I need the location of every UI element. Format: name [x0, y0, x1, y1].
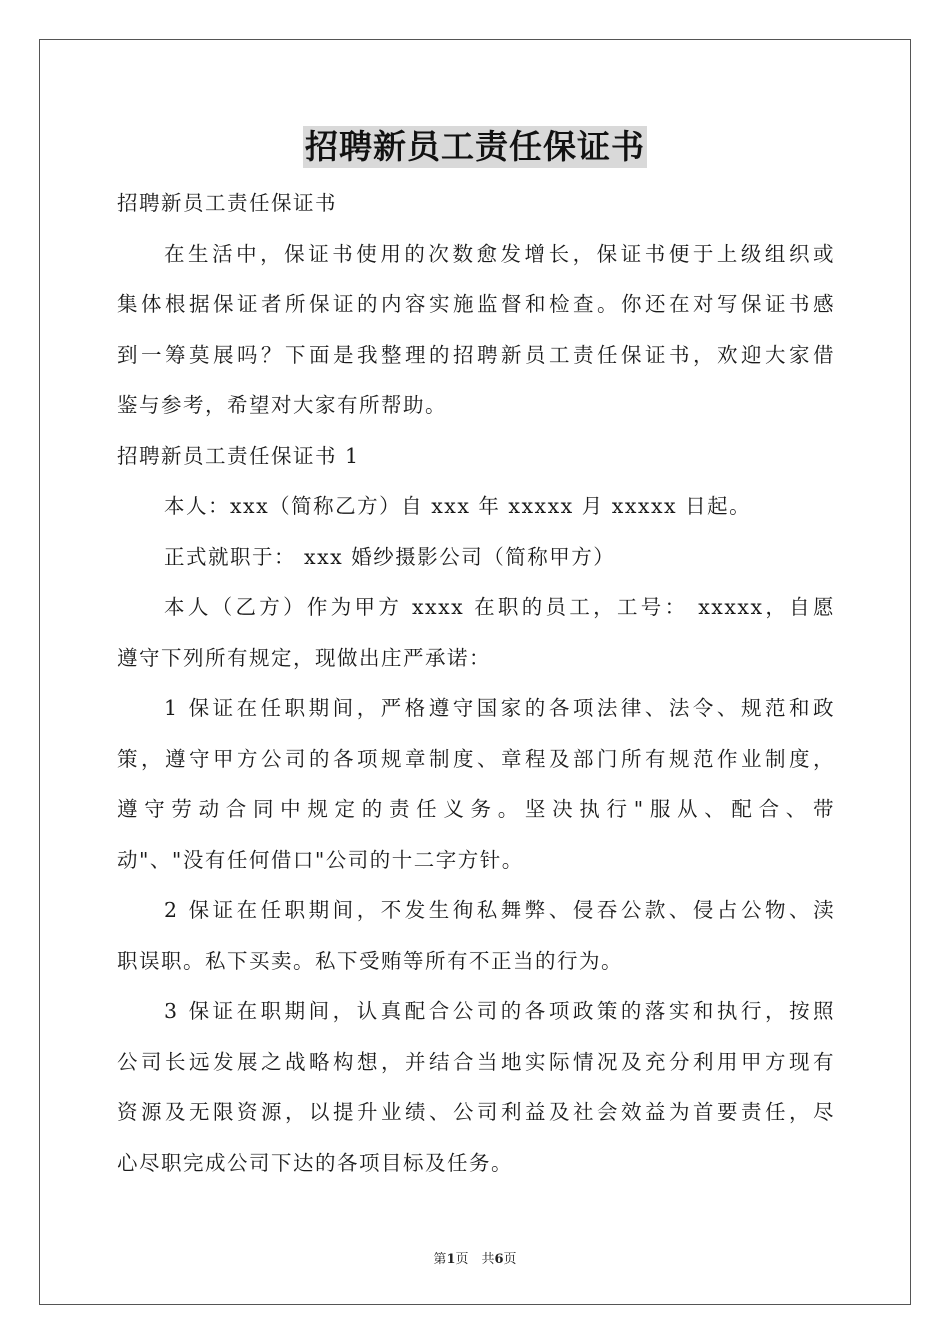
paragraph-line: 动"、"没有任何借口"公司的十二字方针。	[117, 847, 524, 872]
paragraph-line: 在生活中，保证书使用的次数愈发增长，保证书便于上级组织或	[164, 241, 835, 266]
document-body	[117, 178, 835, 1188]
paragraph-line: 3 保证在职期间，认真配合公司的各项政策的落实和执行，按照	[164, 999, 835, 1023]
pledge-item-3	[117, 986, 835, 1188]
paragraph-line: 心尽职完成公司下达的各项目标及任务。	[117, 1150, 513, 1175]
intro-paragraph	[117, 229, 835, 431]
current-page-number: 1	[446, 1252, 456, 1267]
paragraph-line: 资源及无限资源，以提升业绩、公司利益及社会效益为首要责任，尽	[117, 1100, 835, 1124]
page-footer	[0, 1248, 950, 1267]
paragraph-line: 公司长远发展之战略构想，并结合当地实际情况及充分利用甲方现有	[117, 1049, 835, 1074]
paragraph-line: 职误职。私下买卖。私下受贿等所有不正当的行为。	[117, 948, 623, 973]
pledge-intro-paragraph	[117, 582, 835, 683]
page-number-prefix: 第	[433, 1252, 447, 1267]
paragraph-line: 鉴与参考，希望对大家有所帮助。	[117, 393, 447, 417]
pledge-item-1	[117, 683, 835, 885]
page-number-mid: 页 共	[455, 1252, 495, 1267]
paragraph-line: 遵守劳动合同中规定的责任义务。坚决执行"服从、配合、带	[117, 797, 835, 821]
section-heading: 招聘新员工责任保证书 1	[117, 443, 360, 468]
total-page-count: 6	[494, 1252, 504, 1267]
paragraph-line: 集体根据保证者所保证的内容实施监督和检查。你还在对写保证书感	[117, 292, 835, 316]
paragraph-line: 1 保证在任职期间，严格遵守国家的各项法律、法令、规范和政	[164, 696, 835, 720]
paragraph-line: 到一筹莫展吗？下面是我整理的招聘新员工责任保证书，欢迎大家借	[117, 342, 835, 367]
subtitle: 招聘新员工责任保证书	[117, 191, 337, 215]
title-container	[0, 126, 950, 168]
self-statement: 本人：xxx（简称乙方）自 xxx 年 xxxxx 月 xxxxx 日起。	[164, 494, 752, 518]
employer-statement: 正式就职于： xxx 婚纱摄影公司（简称甲方）	[164, 544, 616, 569]
page-number-suffix: 页	[503, 1252, 517, 1267]
paragraph-line: 遵守下列所有规定，现做出庄严承诺：	[117, 645, 491, 670]
paragraph-line: 策，遵守甲方公司的各项规章制度、章程及部门所有规范作业制度，	[117, 746, 835, 771]
paragraph-line: 2 保证在任职期间，不发生徇私舞弊、侵吞公款、侵占公物、渎	[164, 898, 835, 922]
paragraph-line: 本人（乙方）作为甲方 xxxx 在职的员工，工号： xxxxx，自愿	[164, 595, 835, 619]
pledge-item-2	[117, 885, 835, 986]
document-title: 招聘新员工责任保证书	[305, 127, 645, 166]
